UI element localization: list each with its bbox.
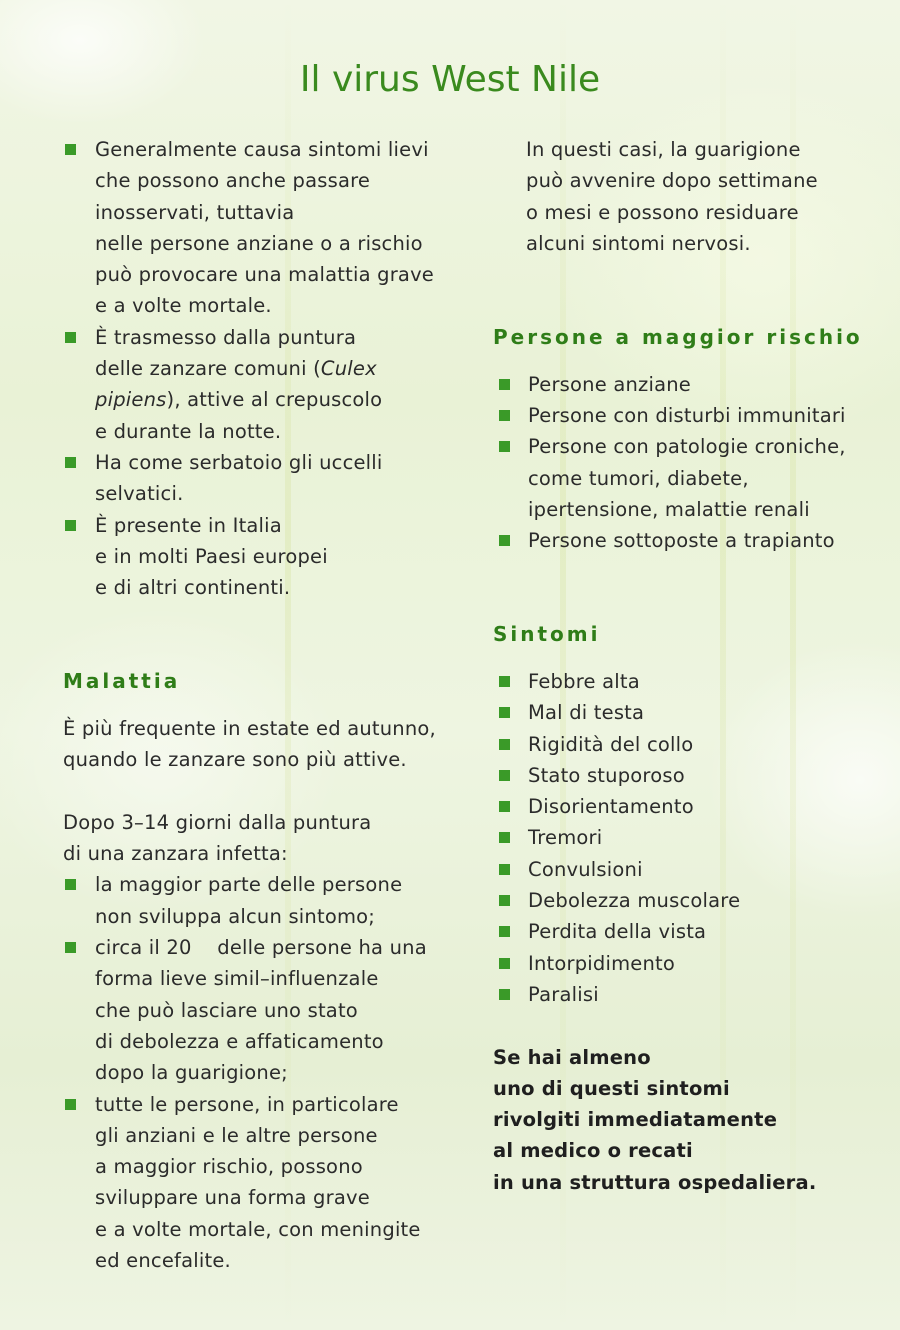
- list-item: [493, 400, 893, 431]
- list-item-line: nelle persone anziane o a rischio: [95, 231, 423, 255]
- list-item-line: e a volte mortale.: [95, 294, 272, 318]
- list-item-line: sviluppare una forma grave: [95, 1186, 370, 1210]
- list-item: [63, 932, 453, 1088]
- list-item-line: Convulsioni: [528, 857, 643, 881]
- paragraph-line: Dopo 3–14 giorni dalla puntura: [63, 810, 372, 834]
- note-line: Se hai almeno: [493, 1045, 651, 1069]
- list-item-line: Persone anziane: [528, 372, 691, 396]
- list-item-line: Ha come serbatoio gli uccelli: [95, 450, 383, 474]
- list-item-line: Perdita della vista: [528, 920, 707, 944]
- paragraph-line: quando le zanzare sono più attive.: [63, 748, 407, 772]
- list-item: [493, 916, 893, 947]
- paragraph-line: o mesi e possono residuare: [526, 200, 799, 224]
- list-item: [493, 979, 893, 1010]
- list-item-line: Febbre alta: [528, 669, 640, 693]
- list-item-line: può provocare una malattia grave: [95, 263, 435, 287]
- sintomi-list: [493, 666, 893, 1010]
- list-item: [63, 447, 453, 510]
- list-item-line: gli anziani e le altre persone: [95, 1123, 378, 1147]
- list-item: [493, 697, 893, 728]
- malattia-paragraph: [63, 713, 453, 776]
- spacer: [493, 556, 893, 619]
- note-line: uno di questi sintomi: [493, 1076, 730, 1100]
- note-line: rivolgiti immediatamente: [493, 1108, 778, 1132]
- list-item-line: ipertensione, malattie renali: [528, 497, 810, 521]
- paragraph-line: può avvenire dopo settimane: [526, 169, 818, 193]
- list-item-line: e in molti Paesi europei: [95, 544, 328, 568]
- list-item-line: Persone sottoposte a trapianto: [528, 529, 835, 553]
- list-item-line: di debolezza e affaticamento: [95, 1029, 384, 1053]
- paragraph-line: alcuni sintomi nervosi.: [526, 231, 751, 255]
- paragraph-line: È più frequente in estate ed autunno,: [63, 716, 436, 740]
- malattia-paragraph: [63, 807, 453, 870]
- text-run: ), attive al crepuscolo: [166, 388, 383, 412]
- list-item: [493, 822, 893, 853]
- list-item-line: come tumori, diabete,: [528, 466, 749, 490]
- list-item: [493, 666, 893, 697]
- list-item-line: Paralisi: [528, 982, 599, 1006]
- spacer: [493, 259, 893, 322]
- spacer: [63, 697, 453, 713]
- list-item-line: Mal di testa: [528, 701, 645, 725]
- list-item: [493, 525, 893, 556]
- intro-list: [63, 134, 453, 603]
- list-item-line: la maggior parte delle persone: [95, 873, 403, 897]
- list-item-line: e a volte mortale, con meningite: [95, 1217, 421, 1241]
- list-item: [63, 869, 453, 932]
- list-item-line: Tremori: [528, 826, 603, 850]
- list-item-line: Debolezza muscolare: [528, 889, 741, 913]
- list-item-line: e durante la notte.: [95, 419, 282, 443]
- list-item: [63, 322, 453, 447]
- list-item-line: che può lasciare uno stato: [95, 998, 358, 1022]
- list-item-line: Disorientamento: [528, 795, 694, 819]
- list-item-line: Intorpidimento: [528, 951, 676, 975]
- paragraph-line: In questi casi, la guarigione: [526, 138, 801, 161]
- list-item-line: ed encefalite.: [95, 1248, 231, 1272]
- list-item: [493, 431, 893, 525]
- paragraph-line: di una zanzara infetta:: [63, 842, 288, 866]
- list-item-line: dopo la guarigione;: [95, 1061, 288, 1085]
- spacer: [493, 650, 893, 666]
- list-item: [63, 510, 453, 604]
- list-item-line: circa il 20 delle persone ha una: [95, 936, 427, 960]
- page-title: Il virus West Nile: [299, 59, 601, 100]
- list-item: [493, 791, 893, 822]
- right-column: [493, 134, 893, 1198]
- list-item-line: che possono anche passare: [95, 169, 371, 193]
- list-item-line: Persone con patologie croniche,: [528, 435, 846, 459]
- section-heading-malattia: Malattia: [63, 669, 181, 694]
- list-item-line: non sviluppa alcun sintomo;: [95, 904, 376, 928]
- list-item-line: [95, 353, 453, 384]
- list-item-line: Rigidità del collo: [528, 732, 694, 756]
- list-item-line: Persone con disturbi immunitari: [528, 403, 846, 427]
- list-item: [493, 369, 893, 400]
- spacer: [63, 776, 453, 807]
- list-item-line: È presente in Italia: [95, 513, 282, 537]
- spacer: [493, 353, 893, 369]
- malattia-list: [63, 869, 453, 1276]
- list-item-line: tutte le persone, in particolare: [95, 1092, 399, 1116]
- left-column: [63, 134, 453, 1276]
- list-item-line: inosservati, tuttavia: [95, 200, 295, 224]
- list-item: [493, 948, 893, 979]
- list-item-line: selvatici.: [95, 482, 184, 506]
- list-item: [63, 1089, 453, 1277]
- text-run: delle zanzare comuni (: [95, 357, 321, 381]
- list-item: [493, 760, 893, 791]
- list-item: [63, 134, 453, 322]
- spacer: [493, 1010, 893, 1041]
- list-item: [493, 854, 893, 885]
- list-item-line: e di altri continenti.: [95, 576, 291, 600]
- section-heading-rischio: Persone a maggior rischio: [493, 324, 863, 349]
- list-item-line: Stato stuporoso: [528, 763, 685, 787]
- advice-note: [493, 1042, 893, 1198]
- rischio-list: [493, 369, 893, 557]
- list-item: [493, 729, 893, 760]
- list-item-line: È trasmesso dalla puntura: [95, 325, 357, 349]
- note-line: al medico o recati: [493, 1139, 693, 1163]
- list-item-line: Generalmente causa sintomi lievi: [95, 138, 429, 161]
- list-item-line: [95, 384, 453, 415]
- spacer: [63, 603, 453, 666]
- italic-term: Culex: [320, 357, 377, 381]
- list-item-line: a maggior rischio, possono: [95, 1155, 363, 1179]
- list-item: [493, 885, 893, 916]
- italic-term: pipiens: [95, 388, 167, 412]
- note-line: in una struttura ospedaliera.: [493, 1170, 817, 1194]
- malattia-continued: [493, 134, 893, 259]
- section-heading-sintomi: Sintomi: [493, 622, 601, 647]
- list-item-line: forma lieve simil–influenzale: [95, 967, 379, 991]
